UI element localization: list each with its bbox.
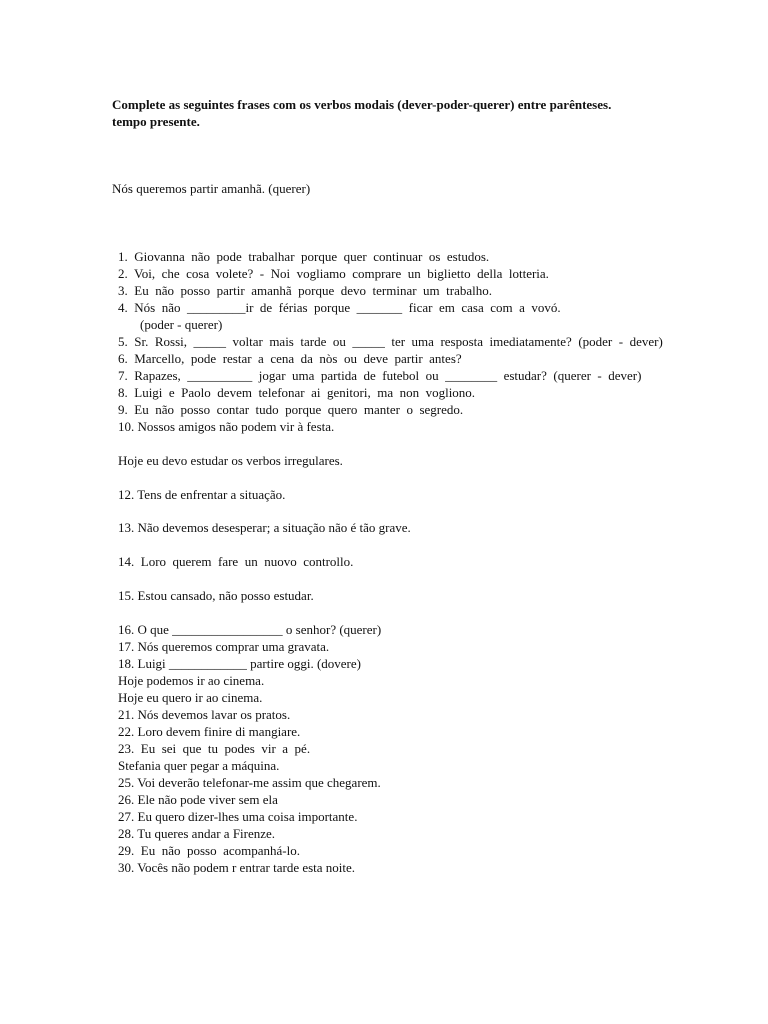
list-item: 22. Loro devem finire di mangiare. [118, 724, 301, 739]
list-item: Stefania quer pegar a máquina. [118, 758, 280, 773]
instruction-line-2: tempo presente. [112, 114, 200, 129]
list-item: Hoje eu quero ir ao cinema. [118, 690, 263, 705]
list-item: 21. Nós devemos lavar os pratos. [118, 707, 291, 722]
list-item: 26. Ele não pode viver sem ela [118, 792, 278, 807]
list-item: (poder - querer) [140, 317, 223, 332]
list-item: 1. Giovanna não pode trabalhar porque quer continuar os estudos. [118, 249, 490, 264]
list-item: Hoje podemos ir ao cinema. [118, 673, 265, 688]
list-item: 30. Vocês não podem r entrar tarde esta noite. [118, 860, 356, 875]
list-item: 28. Tu queres andar a Firenze. [118, 826, 276, 841]
list-item: 12. Tens de enfrentar a situação. [118, 487, 286, 502]
list-item: 18. Luigi ____________ partire oggi. (dovere) [118, 656, 361, 671]
list-item: 2. Voi, che cosa volete? - Noi vogliamo comprare un biglietto della lotteria. [118, 266, 549, 281]
list-item: 13. Não devemos desesperar; a situação não é tão grave. [118, 520, 411, 535]
example-sentence: Nós queremos partir amanhã. (querer) [112, 181, 311, 196]
list-item: 8. Luigi e Paolo devem telefonar ai genitori, ma non vogliono. [118, 385, 476, 400]
list-item: 6. Marcello, pode restar a cena da nòs ou deve partir antes? [118, 351, 462, 366]
list-item: 10. Nossos amigos não podem vir à festa. [118, 419, 335, 434]
list-item: 3. Eu não posso partir amanhã porque devo terminar um trabalho. [118, 283, 493, 298]
list-item: 15. Estou cansado, não posso estudar. [118, 588, 314, 603]
list-item: 23. Eu sei que tu podes vir a pé. [118, 741, 311, 756]
list-item: Hoje eu devo estudar os verbos irregulares. [118, 453, 343, 468]
list-item: 4. Nós não _________ir de férias porque _______ ficar em casa com a vovó. [118, 300, 561, 315]
list-item: 29. Eu não posso acompanhá-lo. [118, 843, 300, 858]
list-item: 25. Voi deverão telefonar-me assim que chegarem. [118, 775, 381, 790]
instruction-line-1: Complete as seguintes frases com os verbos modais (dever-poder-querer) entre parênteses. [112, 97, 612, 112]
list-item: 14. Loro querem fare un nuovo controllo. [118, 554, 354, 569]
list-item: 5. Sr. Rossi, _____ voltar mais tarde ou _____ ter uma resposta imediatamente? (poder - dever) [118, 334, 663, 349]
list-item: 16. O que _________________ o senhor? (querer) [118, 622, 382, 637]
list-item: 9. Eu não posso contar tudo porque quero manter o segredo. [118, 402, 464, 417]
list-item: 7. Rapazes, __________ jogar uma partida de futebol ou ________ estudar? (querer - dever) [118, 368, 642, 383]
list-item: 17. Nós queremos comprar uma gravata. [118, 639, 330, 654]
list-item: 27. Eu quero dizer-lhes uma coisa importante. [118, 809, 358, 824]
